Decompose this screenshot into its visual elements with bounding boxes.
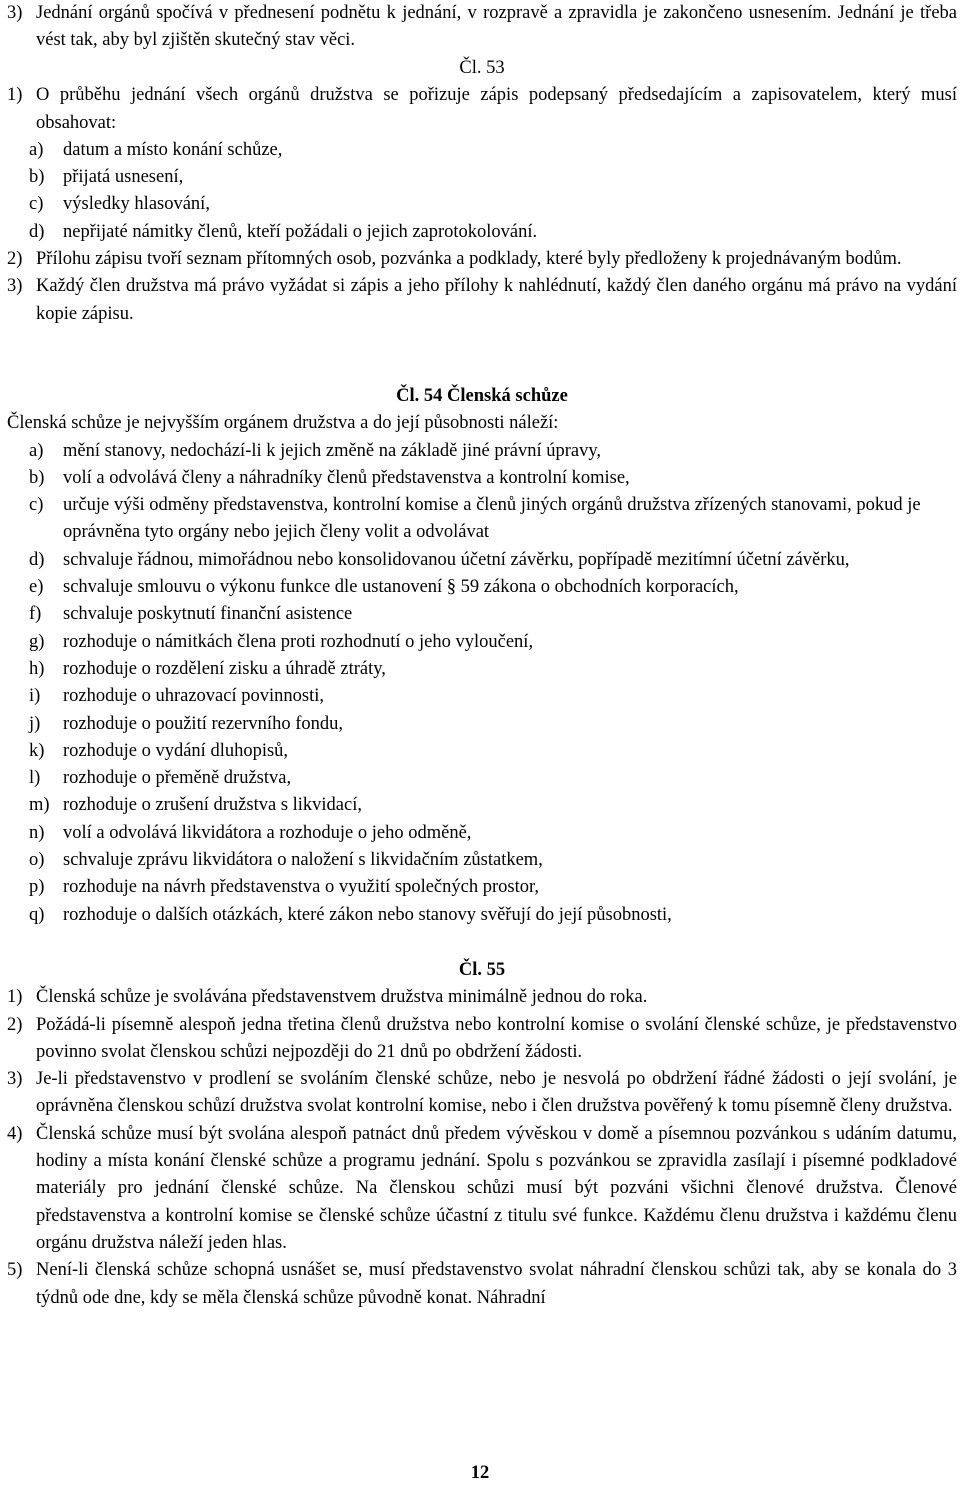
list-item (7, 601, 957, 628)
item-text: mění stanovy, nedochází-li k jejich změně na základě jiné právní úpravy, (63, 440, 601, 461)
list-item (7, 1257, 957, 1312)
item-marker: 2) (7, 1014, 23, 1035)
list-item (7, 629, 957, 656)
item-text: Členská schůze musí být svolána alespoň patnáct dnů předem vývěskou v domě a písemnou pozvánkou s udáním datumu, hodiny a místa konání členské schůze a programu jednání. Spolu s pozvánkou se zpravidla zasílají i písemné podkladové materiály pro jednání členské schůze. Na členskou schůzi musí být pozváni všichni členové družstva. Členové představenstva a kontrolní komise se členské schůze účastní z titulu své funkce. Každému členu družstva i každému členu orgánu družstva náleží jeden hlas. (36, 1123, 957, 1253)
item-marker: 2) (7, 249, 23, 270)
item-text: datum a místo konání schůze, (63, 139, 283, 160)
item-marker: a) (29, 139, 44, 160)
item-text: schvaluje smlouvu o výkonu funkce dle ustanovení § 59 zákona o obchodních korporacích, (63, 577, 739, 598)
item-text: určuje výši odměny představenstva, kontrolní komise a členů jiných orgánů družstva zřízených stanovami, pokud je oprávněna tyto orgány nebo jejich členy volit a odvolávat (63, 495, 921, 543)
item-text: rozhoduje o uhrazovací povinnosti, (63, 686, 324, 707)
list-item (7, 492, 957, 547)
list-item (7, 191, 957, 218)
list-item (7, 738, 957, 765)
item-marker: o) (29, 850, 45, 871)
item-text: schvaluje zprávu likvidátora o naložení s likvidačním zůstatkem, (63, 850, 543, 871)
article-54 (7, 383, 957, 929)
list-item (7, 1012, 957, 1067)
list-item (7, 137, 957, 164)
list-item (7, 1121, 957, 1257)
list-item (7, 984, 957, 1011)
item-text: volí a odvolává členy a náhradníky členů představenstva a kontrolní komise, (63, 467, 630, 488)
item-text: rozhoduje o zrušení družstva s likvidací, (63, 795, 362, 816)
list-item (7, 438, 957, 465)
item-text: přijatá usnesení, (63, 167, 184, 188)
list-item (7, 574, 957, 601)
item-marker: 3) (7, 3, 23, 23)
item-marker: g) (29, 631, 45, 652)
item-marker: m) (29, 795, 50, 816)
article-53-paragraph-1 (7, 82, 957, 137)
list-item (7, 711, 957, 738)
item-text: rozhoduje o dalších otázkách, které zákon nebo stanovy svěřují do její působnosti, (63, 904, 672, 925)
list-item (7, 847, 957, 874)
list-item (7, 792, 957, 819)
list-item (7, 683, 957, 710)
item-text: rozhoduje o použití rezervního fondu, (63, 713, 343, 734)
item-text: O průběhu jednání všech orgánů družstva se pořizuje zápis podepsaný předsedajícím a zapisovatelem, který musí obsahovat: (36, 85, 957, 133)
article-53-paragraph-3 (7, 273, 957, 328)
item-marker: d) (29, 549, 45, 570)
intro-paragraph (7, 0, 957, 55)
item-text: výsledky hlasování, (63, 194, 210, 215)
item-text: Jednání orgánů spočívá v přednesení podnětu k jednání, v rozpravě a zpravidla je zakončeno usnesením. Jednání je třeba vést tak, aby byl zjištěn skutečný stav věci. (36, 3, 957, 51)
item-marker: d) (29, 221, 45, 242)
item-marker: p) (29, 877, 45, 898)
article-54-intro: Členská schůze je nejvyšším orgánem družstva a do její působnosti náleží: (7, 413, 559, 434)
item-text: schvaluje řádnou, mimořádnou nebo konsolidovanou účetní závěrku, popřípadě mezitímní účetní závěrku, (63, 549, 850, 570)
list-item (7, 820, 957, 847)
list-item (7, 1066, 957, 1121)
item-marker: i) (29, 686, 41, 707)
item-marker: 3) (7, 1069, 23, 1090)
list-item (7, 547, 957, 574)
item-marker: c) (29, 495, 44, 516)
list-item (7, 874, 957, 901)
list-item (7, 765, 957, 792)
item-marker: b) (29, 467, 45, 488)
item-marker: n) (29, 822, 45, 843)
item-marker: a) (29, 440, 44, 461)
item-text: Každý člen družstva má právo vyžádat si zápis a jeho přílohy k nahlédnutí, každý člen daného orgánu má právo na vydání kopie zápisu. (36, 276, 957, 324)
page-number: 12 (470, 1463, 490, 1483)
item-marker: 1) (7, 85, 23, 106)
item-marker: 1) (7, 987, 23, 1008)
item-marker: 3) (7, 276, 23, 297)
item-marker: f) (29, 604, 42, 625)
item-text: Přílohu zápisu tvoří seznam přítomných osob, pozvánka a podklady, které byly předloženy k projednávaným bodům. (36, 249, 902, 270)
item-marker: l) (29, 768, 41, 789)
item-text: rozhoduje o přeměně družstva, (63, 768, 292, 789)
article-53-heading: Čl. 53 (459, 58, 505, 78)
article-55 (7, 957, 957, 1312)
item-text: Členská schůze je svolávána představenstvem družstva minimálně jednou do roka. (36, 987, 648, 1008)
item-marker: k) (29, 740, 45, 761)
item-text: Není-li členská schůze schopná usnášet se, musí představenstvo svolat náhradní členskou schůzi tak, aby se konala do 3 týdnů ode dne, kdy se měla členská schůze původně konat. Náhradní (36, 1260, 957, 1308)
list-item (7, 902, 957, 929)
item-text: rozhoduje o vydání dluhopisů, (63, 740, 289, 761)
item-marker: b) (29, 167, 45, 188)
item-marker: h) (29, 658, 45, 679)
item-text: Je-li představenstvo v prodlení se svoláním členské schůze, nebo je nesvolá po obdržení řádné žádosti o její svolání, je oprávněna členskou schůzí družstva svolat kontrolní komise, nebo i člen družstva pověřený k tomu písemně členy družstva. (36, 1069, 957, 1117)
list-item (7, 164, 957, 191)
item-marker: q) (29, 904, 45, 925)
list-item (7, 656, 957, 683)
item-marker: j) (29, 713, 41, 734)
item-marker: c) (29, 194, 44, 215)
item-marker: 5) (7, 1260, 23, 1281)
item-marker: e) (29, 577, 44, 598)
item-text: rozhoduje o rozdělení zisku a úhradě ztráty, (63, 658, 386, 679)
intro-section (7, 0, 957, 55)
item-text: rozhoduje na návrh představenstva o využití společných prostor, (63, 877, 540, 898)
article-55-heading: Čl. 55 (458, 960, 506, 980)
item-text: Požádá-li písemně alespoň jedna třetina členů družstva nebo kontrolní komise o svolání členské schůze, je představenstvo povinno svolat členskou schůzi nejpozději do 21 dnů po obdržení žádosti. (36, 1014, 957, 1062)
item-text: schvaluje poskytnutí finanční asistence (63, 604, 353, 625)
item-text: volí a odvolává likvidátora a rozhoduje o jeho odměně, (63, 822, 472, 843)
article-53 (7, 55, 957, 328)
list-item (7, 465, 957, 492)
item-marker: 4) (7, 1123, 23, 1144)
item-text: nepřijaté námitky členů, kteří požádali o jejich zaprotokolování. (63, 221, 538, 242)
article-53-paragraph-2 (7, 246, 957, 273)
list-item (7, 219, 957, 246)
article-54-heading: Čl. 54 Členská schůze (396, 386, 568, 406)
item-text: rozhoduje o námitkách člena proti rozhodnutí o jeho vyloučení, (63, 631, 534, 652)
